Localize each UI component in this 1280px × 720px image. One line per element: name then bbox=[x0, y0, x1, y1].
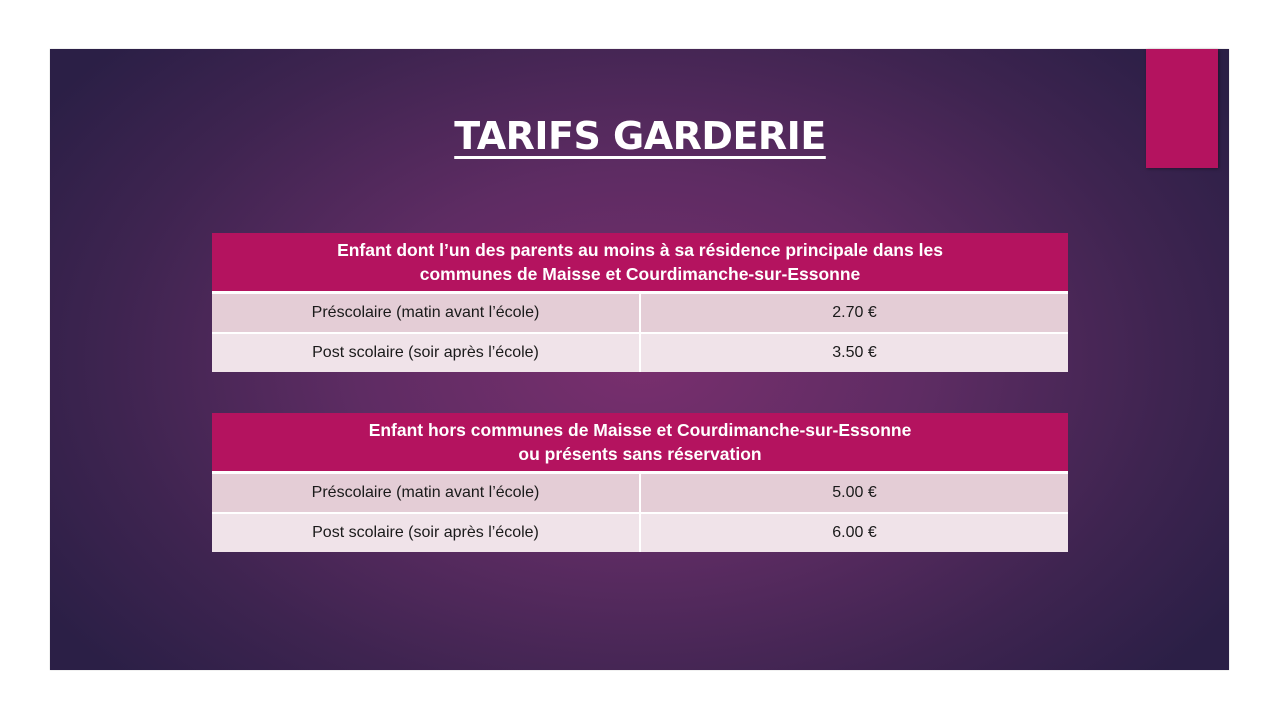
row-label: Post scolaire (soir après l’école) bbox=[212, 333, 640, 372]
table-header-line: Enfant hors communes de Maisse et Courdimanche-sur-Essonne bbox=[368, 420, 912, 440]
row-price: 6.00 € bbox=[640, 513, 1068, 552]
table-header bbox=[212, 413, 1068, 473]
row-price: 5.00 € bbox=[640, 473, 1068, 514]
table-header-line: communes de Maisse et Courdimanche-sur-Essonne bbox=[419, 264, 861, 284]
table-header-line: Enfant dont l’un des parents au moins à sa résidence principale dans les bbox=[337, 240, 943, 260]
table-header-row bbox=[212, 413, 1068, 473]
row-price: 2.70 € bbox=[640, 293, 1068, 334]
table-header-line: ou présents sans réservation bbox=[518, 444, 762, 464]
tarif-table-residents bbox=[212, 233, 1068, 372]
table-header bbox=[212, 233, 1068, 293]
table-row bbox=[212, 293, 1068, 334]
tarif-table-non-residents bbox=[212, 413, 1068, 552]
table-header-row bbox=[212, 233, 1068, 293]
row-label: Post scolaire (soir après l’école) bbox=[212, 513, 640, 552]
row-label: Préscolaire (matin avant l’école) bbox=[212, 473, 640, 514]
table-row bbox=[212, 473, 1068, 514]
table-row bbox=[212, 333, 1068, 372]
table-row bbox=[212, 513, 1068, 552]
row-price: 3.50 € bbox=[640, 333, 1068, 372]
row-label: Préscolaire (matin avant l’école) bbox=[212, 293, 640, 334]
slide-title: TARIFS GARDERIE bbox=[454, 114, 826, 158]
